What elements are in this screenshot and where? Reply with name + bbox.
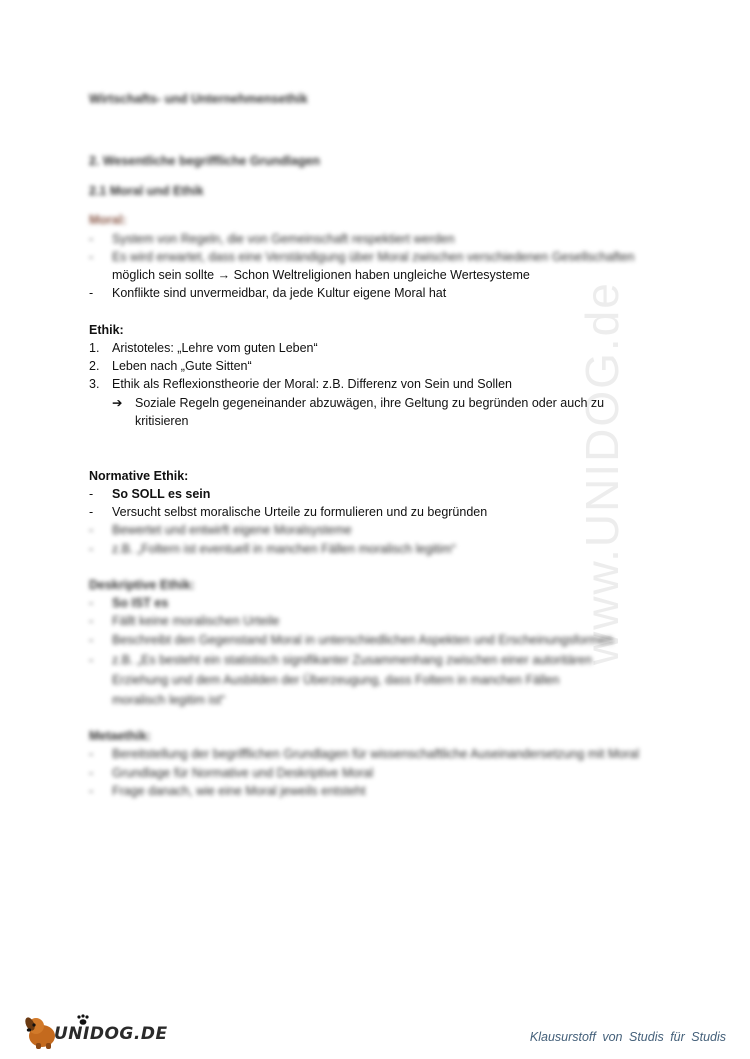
ethik-arrow-text: Soziale Regeln gegeneinander abzuwägen, ihre Geltung zu begründen oder auch zu <box>135 396 605 410</box>
deskriptiv-item-2: Fällt keine moralischen Urteile <box>112 614 280 628</box>
normative-item-3: Bewertet und entwirft eigene Moralsysteme <box>112 523 352 537</box>
normative-item-4: z.B. „Foltern ist eventuell in manchen Fällen moralisch legitim“ <box>112 542 456 556</box>
document-header: Wirtschafts- und Unternehmensethik <box>89 92 308 106</box>
ethik-arrow-text-cont: kritisieren <box>135 414 189 428</box>
list-dash: - <box>89 505 94 519</box>
moral-item-2-cont: möglich sein sollte → Schon Weltreligionen haben ungleiche Wertesysteme <box>112 268 530 282</box>
moral-item-2: Es wird erwartet, dass eine Verständigung über Moral zwischen verschiedenen Gesellschaften <box>112 250 635 264</box>
metaethik-item-2: Grundlage für Normative und Deskriptive Moral <box>112 766 374 780</box>
list-dash: - <box>89 286 94 300</box>
normative-heading: Normative Ethik: <box>89 469 189 483</box>
deskriptiv-item-4-end: moralisch legitim ist“ <box>112 693 226 707</box>
deskriptiv-item-1: So IST es <box>112 596 169 610</box>
list-dash: - <box>89 232 94 246</box>
list-number: 2. <box>89 359 100 373</box>
arrow-icon: ➔ <box>112 396 123 410</box>
ethik-item-3: Ethik als Reflexionstheorie der Moral: z.B. Differenz von Sein und Sollen <box>112 377 512 391</box>
list-dash: - <box>89 653 94 667</box>
list-number: 1. <box>89 341 100 355</box>
logo-text: UNIDOG.DE <box>54 1024 168 1044</box>
list-dash: - <box>89 250 94 264</box>
watermark: www.UNIDOG.de <box>576 281 628 665</box>
ethik-item-2: Leben nach „Gute Sitten“ <box>112 359 252 373</box>
deskriptiv-item-3: Beschreibt den Gegenstand Moral in unterschiedlichen Aspekten und Erscheinungsformen <box>112 633 614 647</box>
normative-item-2: Versucht selbst moralische Urteile zu formulieren und zu begründen <box>112 505 488 519</box>
list-dash: - <box>89 542 94 556</box>
list-dash: - <box>89 614 94 628</box>
normative-item-1: So SOLL es sein <box>112 487 211 501</box>
moral-heading: Moral: <box>89 213 127 227</box>
list-dash: - <box>89 633 94 647</box>
list-dash: - <box>89 784 94 798</box>
list-dash: - <box>89 523 94 537</box>
subsection-title: 2.1 Moral und Ethik <box>89 184 204 198</box>
deskriptiv-item-4: z.B. „Es besteht ein statistisch signifikanter Zusammenhang zwischen einer autoritären <box>112 653 593 667</box>
metaethik-item-3: Frage danach, wie eine Moral jeweils entsteht <box>112 784 366 798</box>
footer-tagline: Klausurstoff von Studis für Studis <box>529 1030 726 1044</box>
deskriptiv-item-4-cont: Erziehung und dem Ausbilden der Überzeugung, dass Foltern in manchen Fällen <box>112 673 560 687</box>
moral-item-3: Konflikte sind unvermeidbar, da jede Kultur eigene Moral hat <box>112 286 447 300</box>
deskriptiv-heading: Deskriptive Ethik: <box>89 578 195 592</box>
list-dash: - <box>89 487 94 501</box>
list-dash: - <box>89 596 94 610</box>
list-number: 3. <box>89 377 100 391</box>
metaethik-heading: Metaethik: <box>89 729 151 743</box>
ethik-item-1: Aristoteles: „Lehre vom guten Leben“ <box>112 341 318 355</box>
section-title: 2. Wesentliche begriffliche Grundlagen <box>89 154 321 168</box>
moral-item-1: System von Regeln, die von Gemeinschaft respektiert werden <box>112 232 455 246</box>
metaethik-item-1: Bereitstellung der begrifflichen Grundlagen für wissenschaftliche Auseinandersetzung mit Moral <box>112 747 640 761</box>
ethik-heading: Ethik: <box>89 323 124 337</box>
list-dash: - <box>89 747 94 761</box>
list-dash: - <box>89 766 94 780</box>
